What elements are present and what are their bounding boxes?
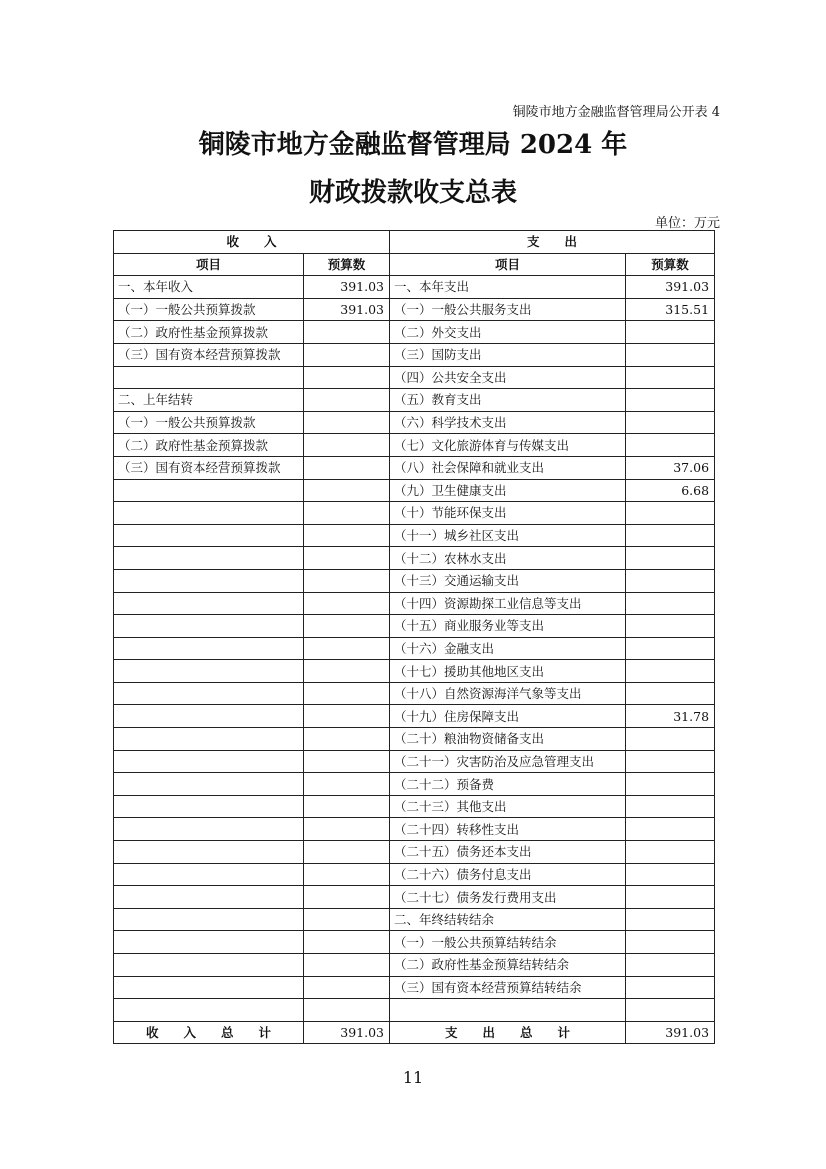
- expense-value-cell: 6.68: [626, 479, 715, 502]
- expense-value-cell: [626, 434, 715, 457]
- expense-value-cell: [626, 660, 715, 683]
- expense-value-cell: [626, 954, 715, 977]
- expense-total-value: 391.03: [626, 1021, 715, 1044]
- expense-item-header: 项目: [390, 253, 626, 276]
- expense-value-cell: [626, 795, 715, 818]
- income-value-cell: [304, 818, 390, 841]
- income-value-cell: [304, 411, 390, 434]
- income-value-cell: [304, 366, 390, 389]
- income-item-cell: [114, 750, 304, 773]
- income-item-cell: （一）一般公共预算拨款: [114, 411, 304, 434]
- table-row: [114, 276, 715, 299]
- income-item-cell: [114, 976, 304, 999]
- income-item-cell: （二）政府性基金预算拨款: [114, 321, 304, 344]
- table-row: [114, 841, 715, 864]
- expense-item-cell: （二十）粮油物资储备支出: [390, 728, 626, 751]
- column-header-row: [114, 253, 715, 276]
- expense-value-cell: [626, 524, 715, 547]
- expense-value-cell: [626, 321, 715, 344]
- income-item-cell: [114, 818, 304, 841]
- expense-value-cell: [626, 773, 715, 796]
- expense-item-cell: （二十四）转移性支出: [390, 818, 626, 841]
- income-item-cell: （三）国有资本经营预算拨款: [114, 343, 304, 366]
- expense-item-cell: （十七）援助其他地区支出: [390, 660, 626, 683]
- income-item-cell: [114, 999, 304, 1022]
- income-item-cell: （二）政府性基金预算拨款: [114, 434, 304, 457]
- expense-value-cell: [626, 682, 715, 705]
- expense-value-cell: [626, 976, 715, 999]
- income-value-cell: [304, 569, 390, 592]
- income-value-cell: [304, 705, 390, 728]
- expense-item-cell: （十四）资源勘探工业信息等支出: [390, 592, 626, 615]
- income-item-cell: [114, 682, 304, 705]
- expense-item-cell: （三）国防支出: [390, 343, 626, 366]
- income-value-cell: [304, 841, 390, 864]
- income-value-cell: [304, 321, 390, 344]
- income-item-cell: [114, 863, 304, 886]
- section-header-row: [114, 231, 715, 254]
- expense-item-cell: （十六）金融支出: [390, 637, 626, 660]
- unit-label: 单位：万元: [654, 216, 720, 231]
- income-item-cell: [114, 954, 304, 977]
- income-total-value: 391.03: [304, 1021, 390, 1044]
- income-value-cell: [304, 795, 390, 818]
- income-item-cell: [114, 931, 304, 954]
- table-row: [114, 886, 715, 909]
- income-value-cell: [304, 999, 390, 1022]
- expense-value-cell: [626, 728, 715, 751]
- income-value-cell: [304, 343, 390, 366]
- income-total-label: 收 入 总 计: [114, 1021, 304, 1044]
- expense-item-cell: （十九）住房保障支出: [390, 705, 626, 728]
- income-item-cell: [114, 502, 304, 525]
- income-item-cell: [114, 637, 304, 660]
- table-row: [114, 728, 715, 751]
- income-item-cell: （三）国有资本经营预算拨款: [114, 456, 304, 479]
- income-value-cell: [304, 615, 390, 638]
- expense-item-cell: （十二）农林水支出: [390, 547, 626, 570]
- table-row: [114, 366, 715, 389]
- expense-value-cell: [626, 841, 715, 864]
- income-item-cell: 二、上年结转: [114, 389, 304, 412]
- expense-value-cell: [626, 931, 715, 954]
- income-item-cell: [114, 886, 304, 909]
- table-row: [114, 976, 715, 999]
- expense-item-cell: （二十二）预备费: [390, 773, 626, 796]
- income-value-cell: [304, 389, 390, 412]
- document-reference: 铜陵市地方金融监督管理局公开表 4: [512, 105, 720, 120]
- expense-item-cell: 一、本年支出: [390, 276, 626, 299]
- expense-item-cell: （十）节能环保支出: [390, 502, 626, 525]
- expense-item-cell: （十八）自然资源海洋气象等支出: [390, 682, 626, 705]
- table-row: [114, 524, 715, 547]
- expense-value-cell: [626, 366, 715, 389]
- table-row: [114, 818, 715, 841]
- expense-item-cell: （二十三）其他支出: [390, 795, 626, 818]
- income-item-cell: [114, 728, 304, 751]
- expense-item-cell: （五）教育支出: [390, 389, 626, 412]
- expense-item-cell: （九）卫生健康支出: [390, 479, 626, 502]
- income-value-cell: [304, 886, 390, 909]
- expense-value-cell: 37.06: [626, 456, 715, 479]
- income-value-cell: [304, 434, 390, 457]
- expense-item-cell: （十三）交通运输支出: [390, 569, 626, 592]
- income-value-cell: [304, 479, 390, 502]
- table-row: [114, 456, 715, 479]
- page-subtitle: 财政拨款收支总表: [308, 178, 517, 208]
- income-item-cell: [114, 569, 304, 592]
- expense-item-cell: [390, 999, 626, 1022]
- expense-value-cell: [626, 502, 715, 525]
- expense-item-cell: （八）社会保障和就业支出: [390, 456, 626, 479]
- table-row: [114, 592, 715, 615]
- income-section-header: 收 入: [114, 231, 390, 254]
- expense-item-cell: （一）一般公共预算结转结余: [390, 931, 626, 954]
- expense-item-cell: （十五）商业服务业等支出: [390, 615, 626, 638]
- expense-value-cell: [626, 886, 715, 909]
- expense-value-cell: 391.03: [626, 276, 715, 299]
- income-value-cell: 391.03: [304, 276, 390, 299]
- expense-item-cell: （二）外交支出: [390, 321, 626, 344]
- income-value-cell: 391.03: [304, 298, 390, 321]
- income-value-cell: [304, 660, 390, 683]
- expense-value-cell: [626, 999, 715, 1022]
- expense-value-cell: [626, 411, 715, 434]
- table-row: [114, 908, 715, 931]
- table-row: [114, 343, 715, 366]
- expense-item-cell: （七）文化旅游体育与传媒支出: [390, 434, 626, 457]
- table-row: [114, 389, 715, 412]
- income-item-cell: [114, 773, 304, 796]
- expense-value-cell: [626, 343, 715, 366]
- income-value-cell: [304, 908, 390, 931]
- income-item-cell: [114, 841, 304, 864]
- expense-value-cell: [626, 389, 715, 412]
- totals-row: [114, 1021, 715, 1044]
- table-row: [114, 863, 715, 886]
- table-row: [114, 479, 715, 502]
- expense-item-cell: （十一）城乡社区支出: [390, 524, 626, 547]
- income-item-header: 项目: [114, 253, 304, 276]
- expense-value-cell: [626, 615, 715, 638]
- income-item-cell: [114, 660, 304, 683]
- income-value-cell: [304, 547, 390, 570]
- income-item-cell: [114, 524, 304, 547]
- expense-section-header: 支 出: [390, 231, 715, 254]
- income-value-cell: [304, 931, 390, 954]
- income-value-cell: [304, 728, 390, 751]
- expense-value-cell: 315.51: [626, 298, 715, 321]
- table-row: [114, 773, 715, 796]
- table-row: [114, 954, 715, 977]
- income-value-cell: [304, 502, 390, 525]
- table-row: [114, 660, 715, 683]
- expense-value-cell: [626, 569, 715, 592]
- income-value-cell: [304, 592, 390, 615]
- expense-item-cell: （二十七）债务发行费用支出: [390, 886, 626, 909]
- expense-item-cell: （四）公共安全支出: [390, 366, 626, 389]
- expense-item-cell: （一）一般公共服务支出: [390, 298, 626, 321]
- table-row: [114, 999, 715, 1022]
- income-value-cell: [304, 456, 390, 479]
- table-row: [114, 795, 715, 818]
- income-value-cell: [304, 954, 390, 977]
- table-row: [114, 637, 715, 660]
- expense-value-cell: [626, 908, 715, 931]
- expense-value-cell: [626, 863, 715, 886]
- income-value-cell: [304, 637, 390, 660]
- expense-budget-header: 预算数: [626, 253, 715, 276]
- expense-value-cell: [626, 547, 715, 570]
- table-row: [114, 434, 715, 457]
- expense-item-cell: （二十六）债务付息支出: [390, 863, 626, 886]
- expense-value-cell: [626, 818, 715, 841]
- income-item-cell: 一、本年收入: [114, 276, 304, 299]
- expense-item-cell: （二十一）灾害防治及应急管理支出: [390, 750, 626, 773]
- table-row: [114, 411, 715, 434]
- income-item-cell: （一）一般公共预算拨款: [114, 298, 304, 321]
- income-budget-header: 预算数: [304, 253, 390, 276]
- table-row: [114, 547, 715, 570]
- income-item-cell: [114, 615, 304, 638]
- income-value-cell: [304, 750, 390, 773]
- budget-table: [113, 230, 715, 1044]
- page-number: 11: [402, 1068, 424, 1087]
- table-row: [114, 321, 715, 344]
- expense-item-cell: 二、年终结转结余: [390, 908, 626, 931]
- expense-total-label: 支 出 总 计: [390, 1021, 626, 1044]
- expense-value-cell: [626, 637, 715, 660]
- table-row: [114, 931, 715, 954]
- table-row: [114, 298, 715, 321]
- expense-value-cell: [626, 750, 715, 773]
- income-value-cell: [304, 773, 390, 796]
- income-item-cell: [114, 592, 304, 615]
- expense-item-cell: （二十五）债务还本支出: [390, 841, 626, 864]
- income-item-cell: [114, 479, 304, 502]
- income-item-cell: [114, 366, 304, 389]
- table-row: [114, 502, 715, 525]
- expense-item-cell: （二）政府性基金预算结转结余: [390, 954, 626, 977]
- expense-value-cell: 31.78: [626, 705, 715, 728]
- table-row: [114, 682, 715, 705]
- income-value-cell: [304, 863, 390, 886]
- table-row: [114, 569, 715, 592]
- income-value-cell: [304, 976, 390, 999]
- expense-item-cell: （三）国有资本经营预算结转结余: [390, 976, 626, 999]
- income-item-cell: [114, 705, 304, 728]
- income-item-cell: [114, 908, 304, 931]
- income-item-cell: [114, 795, 304, 818]
- income-value-cell: [304, 682, 390, 705]
- expense-value-cell: [626, 592, 715, 615]
- table-row: [114, 750, 715, 773]
- table-row: [114, 615, 715, 638]
- income-value-cell: [304, 524, 390, 547]
- expense-item-cell: （六）科学技术支出: [390, 411, 626, 434]
- page-title: 铜陵市地方金融监督管理局 2024 年: [198, 130, 628, 160]
- table-row: [114, 705, 715, 728]
- income-item-cell: [114, 547, 304, 570]
